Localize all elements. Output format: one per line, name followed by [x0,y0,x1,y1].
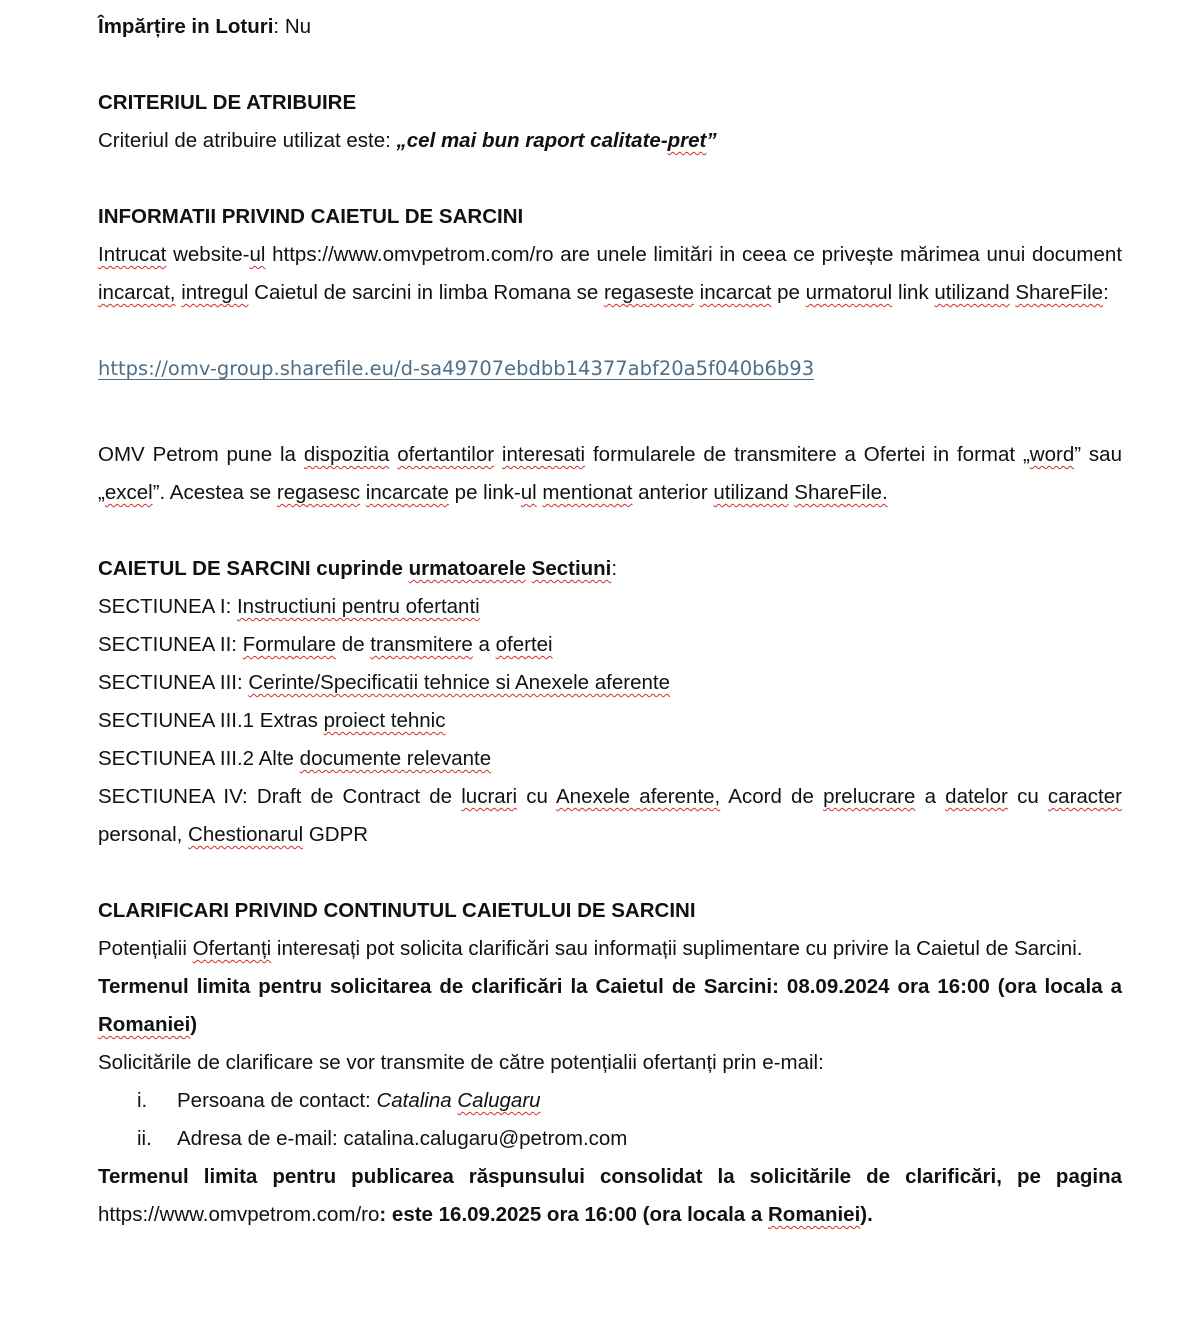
text-run: ). [860,1203,873,1226]
text-run: transmitere [370,633,473,656]
list-number: ii. [137,1127,152,1150]
contact-last-name: Calugaru [457,1089,541,1112]
text-run: lucrari [461,785,518,808]
text-run: utilizand [713,481,789,504]
text-run: ShareFile. [794,481,888,504]
text-run: Instructiuni pentru ofertanti [236,595,480,618]
document-page [98,8,1122,1234]
text-run: regaseste [603,281,694,304]
text-run: OMV Petrom pune la [98,443,304,466]
section-line-4 [98,702,1122,740]
text-run: prelucrare [823,785,916,808]
text-run: pe [771,281,806,304]
text-run: word [1029,443,1075,466]
text-run: Intrucat [98,243,167,266]
text-run: https://www.omvpetrom.com/ro [98,1203,380,1226]
text-run: utilizand [934,281,1010,304]
text-run: incarcate [365,481,449,504]
text-run: urmatorul [805,281,893,304]
text-run: Romaniei [768,1203,861,1226]
lots-separator: : [273,15,285,38]
text-run: Caietul de sarcini in limba Romana se [248,281,604,304]
contact-label: Persoana de contact: [177,1089,377,1112]
text-run: Potențialii [98,937,193,960]
text-run: ) [190,1013,198,1036]
text-run [389,443,397,466]
text-run: intregul [181,281,249,304]
text-run: interesati [501,443,586,466]
text-run: : este 16.09.2025 ora 16:00 (ora locala a [379,1203,768,1226]
text-run: Anexele aferente, [556,785,721,808]
section-line-2 [98,626,1122,664]
text-run: ofertantilor [397,443,495,466]
text-run: ofertei [495,633,553,656]
text-run: GDPR [303,823,369,846]
section-line-1 [98,588,1122,626]
text-run: ul [249,243,266,266]
informatii-paragraph-1 [98,236,1122,312]
list-number: i. [137,1089,148,1112]
text-run: SECTIUNEA III: [98,671,249,694]
text-run: interesați pot solicita clarificări sau informații suplimentare cu privire la Caietul de Sarcini. [271,937,1083,960]
criteriu-value [397,129,717,152]
contact-list-item [98,1082,1122,1120]
text-run: SECTIUNEA I: [98,595,237,618]
text-run: Acord de [720,785,824,808]
text-run: Ofertanți [192,937,272,960]
text-run: : [1103,281,1109,304]
text-run: CAIETUL DE SARCINI cuprinde [98,557,409,580]
text-run: link [892,281,935,304]
text-run: caracter [1047,785,1122,808]
text-run: SECTIUNEA II: [98,633,243,656]
criteriu-value-c: ” [706,129,717,152]
text-run: Romaniei [98,1013,191,1036]
text-run: Formulare [242,633,337,656]
section-line-3 [98,664,1122,702]
sharefile-link[interactable]: https://omv-group.sharefile.eu/d-sa49707ebdbb14377abf20a5f040b6b93 [98,357,815,380]
lots-label: Împărțire in Loturi [98,15,274,38]
text-run: SECTIUNEA IV: Draft de Contract de [98,785,462,808]
text-run: cu [517,785,556,808]
text-run: incarcat, [98,281,176,304]
text-run: regasesc [276,481,361,504]
email-text [177,1120,627,1158]
text-run: incarcat [699,281,772,304]
text-run: personal, [98,823,189,846]
text-run: urmatoarele [408,557,526,580]
text-run: cu [1007,785,1048,808]
email-list-item [98,1120,1122,1158]
text-run: Chestionarul [188,823,304,846]
text-run: Termenul limita pentru publicarea răspunsului consolidat la solicitările de clarificări, pe pagina [98,1165,1122,1188]
text-run: SECTIUNEA III.2 Alte [98,747,300,770]
lots-line [98,8,1122,46]
section-line-5 [98,740,1122,778]
email-value: catalina.calugaru@petrom.com [343,1127,628,1150]
text-run: excel [104,481,153,504]
criteriu-heading: CRITERIUL DE ATRIBUIRE [98,91,357,114]
text-run [494,443,502,466]
section-line-6 [98,778,1122,854]
informatii-heading: INFORMATII PRIVIND CAIETUL DE SARCINI [98,205,524,228]
text-run: de [336,633,371,656]
criteriu-value-b: pret [667,129,707,152]
contact-text [177,1082,541,1120]
clarificari-paragraph-2: Solicitările de clarificare se vor transmite de către potențialii ofertanți prin e-mail: [98,1051,824,1074]
criteriu-line [98,122,1122,160]
sharefile-link-line [98,350,1122,388]
clarificari-deadline-1 [98,968,1122,1044]
contact-first-name: Catalina [376,1089,458,1112]
text-run: https://www.omvpetrom.com/ro are unele limitări in ceea ce privește mărimea unui document [265,243,1123,266]
clarificari-paragraph-1 [98,930,1122,968]
text-run: Termenul limita pentru solicitarea de clarificări la Caietul de Sarcini: 08.09.2024 ora 16:00 (ora locala a [98,975,1122,998]
text-run: a [472,633,496,656]
informatii-paragraph-2 [98,436,1122,512]
text-run: a [915,785,946,808]
text-run: ” sau „ [98,443,1122,504]
criteriu-value-a: „cel mai bun raport calitate- [396,129,668,152]
text-run: SECTIUNEA III.1 Extras [98,709,324,732]
criteriu-text: Criteriul de atribuire utilizat este: [98,129,397,152]
email-label: Adresa de e-mail: [177,1127,344,1150]
text-run: datelor [945,785,1008,808]
text-run: mentionat [542,481,633,504]
text-run: pe link- [448,481,521,504]
clarificari-deadline-2 [98,1158,1122,1234]
text-run: anterior [632,481,714,504]
text-run: formularele de transmitere a Ofertei in format „ [585,443,1030,466]
caiet-heading [98,550,1122,588]
text-run: ShareFile [1015,281,1104,304]
text-run: documente relevante [299,747,492,770]
text-run: dispozitia [303,443,390,466]
clarificari-heading: CLARIFICARI PRIVIND CONTINUTUL CAIETULUI DE SARCINI [98,899,696,922]
lots-value: Nu [284,15,312,38]
text-run: ”. Acestea se [152,481,277,504]
text-run: : [611,557,618,580]
text-run: website- [166,243,250,266]
text-run: Sectiuni [531,557,612,580]
text-run: Cerinte/Specificatii tehnice si Anexele aferente [248,671,671,694]
text-run: proiect tehnic [323,709,446,732]
text-run: ul [520,481,537,504]
